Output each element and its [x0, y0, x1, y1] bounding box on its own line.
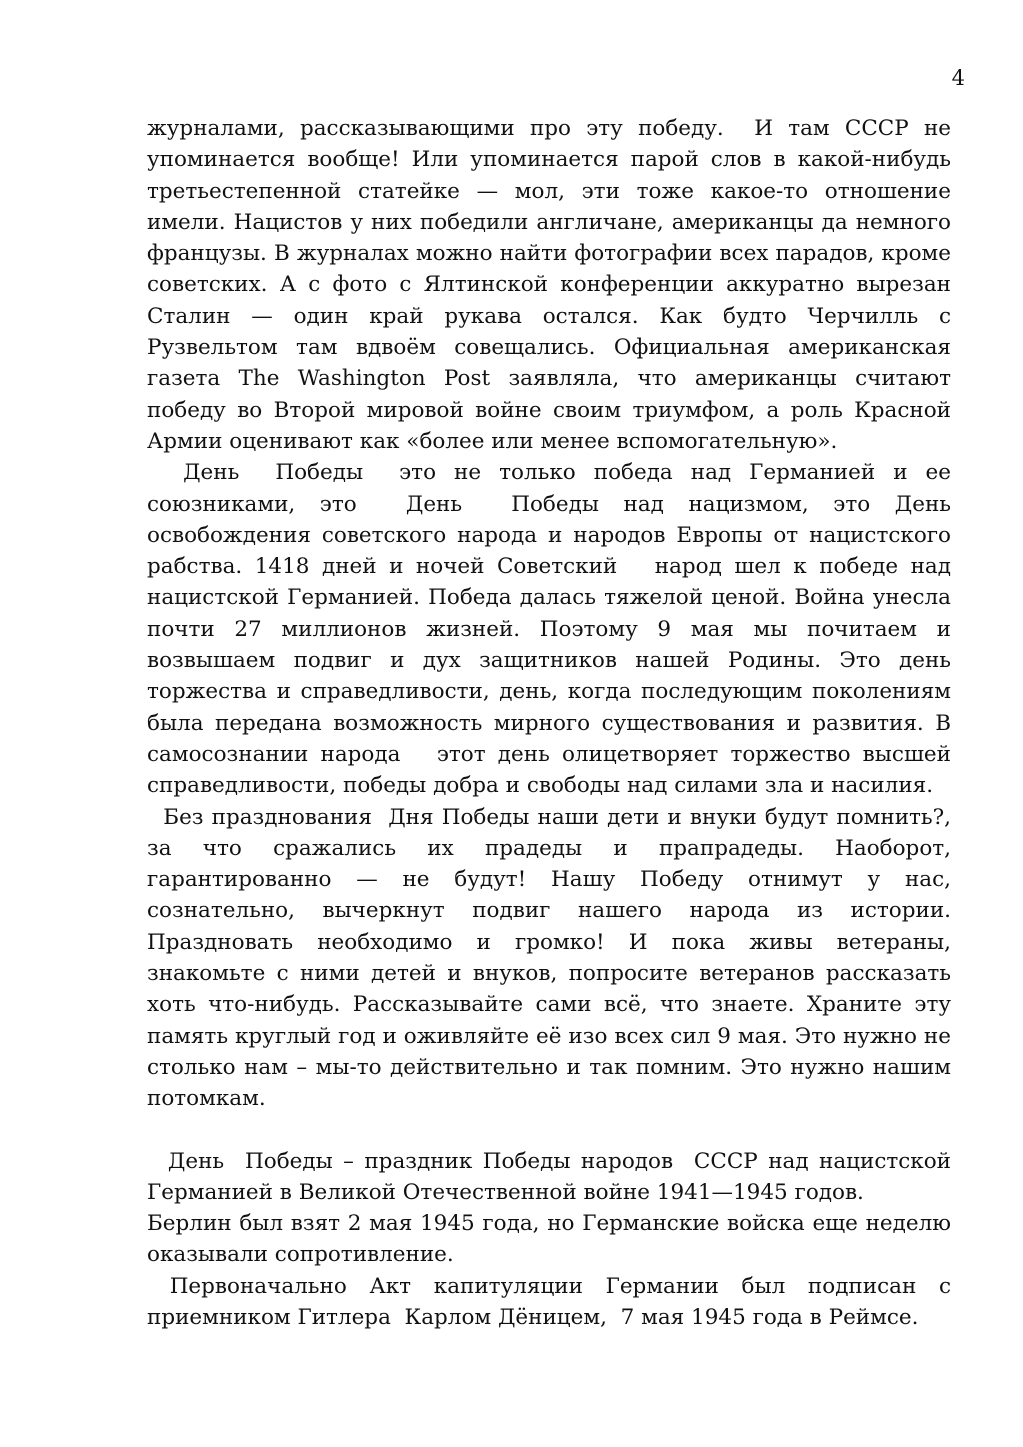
paragraph-3: Без празднования Дня Победы наши дети и внуки будут помнить?, за что сражались их прадеды и прапрадеды. Наоборот, гарантированно — не будут! Нашу Победу отнимут у нас, сознательно, вычеркнут подвиг нашего народа из истории. Праздновать необходимо и громко! И пока живы ветераны, знакомьте с ними детей и внуков, попросите ветеранов рассказать хоть что-нибудь. Рассказывайте сами всё, что знаете. Храните эту память круглый год и оживляйте её изо всех сил 9 мая. Это нужно не столько нам – мы-то действительно и так помним. Это нужно нашим потомкам.: [147, 804, 958, 1112]
paragraph-2: День Победы это не только победа над Германией и ее союзниками, это День Победы над нацизмом, это День освобождения советского народа и народов Европы от нацистского рабства. 1418 дней и ночей Советский народ шел к победе над нацистской Германией. Победа далась тяжелой ценой. Война унесла почти 27 миллионов жизней. Поэтому 9 мая мы почитаем и возвышаем подвиг и дух защитников нашей Родины. Это день торжества и справедливости, день, когда последующим поколениям была передана возможность мирного существования и развития. В самосознании народа этот день олицетворяет торжество высшей справедливости, победы добра и свободы над силами зла и насилия.: [147, 460, 958, 799]
paragraph-6: Первоначально Акт капитуляции Германии был подписан с приемником Гитлера Карлом Дёницем, 7 мая 1945 года в Реймсе.: [147, 1273, 958, 1330]
body-text: [147, 113, 958, 1333]
paragraph-1: журналами, рассказывающими про эту победу. И там СССР не упоминается вообще! Или упоминается парой слов в какой-нибудь третьестепенной статейке — мол, эти тоже какое-то отношение имели. Нацистов у них победили англичане, американцы да немного французы. В журналах можно найти фотографии всех парадов, кроме советских. А с фото с Ялтинской конференции аккуратно вырезан Сталин — один край рукава остался. Как будто Черчилль с Рузвельтом там вдвоём совещались. Официальная американская газета The Washington Post заявляла, что американцы считают победу во Второй мировой войне своим триумфом, а роль Красной Армии оценивают как «более или менее вспомогательную».: [147, 116, 958, 454]
paragraph-gap: [147, 1115, 951, 1146]
page-number: 4: [951, 66, 965, 90]
paragraph-5: Берлин был взят 2 мая 1945 года, но Германские войска еще неделю оказывали сопротивление.: [147, 1211, 958, 1268]
paragraph-4: День Победы – праздник Победы народов СССР над нацистской Германией в Великой Отечественной войне 1941—1945 годов.: [147, 1148, 958, 1205]
